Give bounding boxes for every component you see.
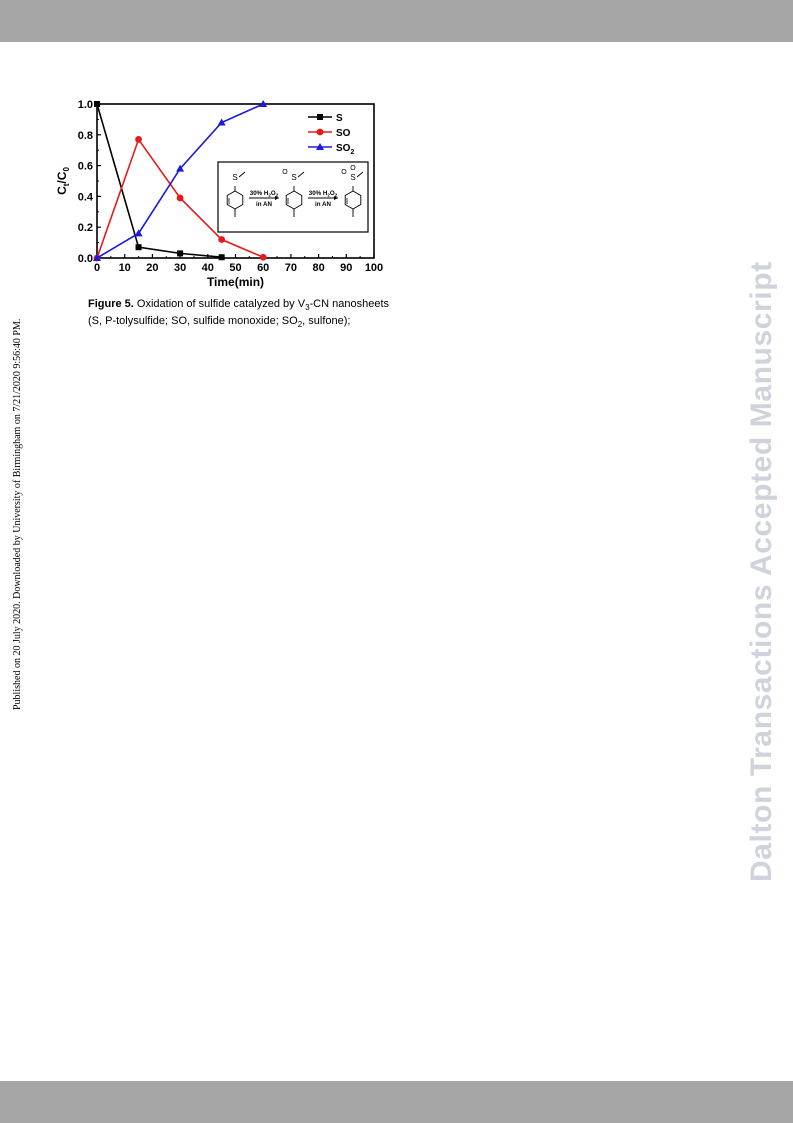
footer-bar bbox=[0, 1081, 793, 1123]
x-tick-label: 90 bbox=[340, 262, 353, 274]
legend-so2-label-sub: 2 bbox=[350, 149, 355, 156]
inset-atom-s: S bbox=[350, 173, 356, 182]
caption-text-b: -CN nanosheets (S, P-tolysulfide; SO, sulfide monoxide; SO bbox=[88, 298, 390, 327]
x-tick-label: 0 bbox=[93, 262, 101, 274]
series-s-point bbox=[219, 254, 225, 260]
x-tick-label: 10 bbox=[118, 262, 131, 274]
caption-text-c: , sulfone); bbox=[302, 315, 351, 327]
x-tick-label: 20 bbox=[146, 262, 159, 274]
inset-atom-o: O bbox=[341, 169, 347, 176]
inset-reagent-o: O bbox=[270, 190, 276, 197]
series-so-point bbox=[135, 136, 142, 143]
y-tick-label: 0.8 bbox=[77, 129, 93, 142]
inset-solvent-2: in AN bbox=[315, 201, 331, 208]
y-axis-label bbox=[55, 167, 71, 195]
inset-reagent-2 bbox=[309, 190, 338, 198]
x-tick-label: 30 bbox=[173, 262, 187, 274]
x-tick-label: 40 bbox=[201, 262, 214, 274]
header-bar bbox=[0, 0, 793, 42]
inset-atom-o: O bbox=[282, 169, 288, 176]
legend-so-label: SO bbox=[336, 128, 351, 139]
y-tick-label: 1.0 bbox=[77, 99, 93, 111]
oxidation-chart bbox=[52, 92, 392, 302]
series-so-point bbox=[218, 236, 225, 243]
y-tick-label: 0.2 bbox=[77, 222, 93, 235]
publication-note: Published on 20 July 2020. Downloaded by University of Birmingham on 7/21/2020 9:56:40 PM. bbox=[12, 318, 23, 710]
y-tick-label: 0.0 bbox=[77, 253, 93, 265]
legend-so-marker bbox=[317, 129, 324, 136]
inset-reagent-h-sub: 2 bbox=[327, 192, 330, 198]
x-tick-label: 50 bbox=[229, 262, 242, 274]
inset-atom-s: S bbox=[291, 173, 297, 182]
caption-sub-a: 3 bbox=[305, 303, 310, 313]
legend-s-marker bbox=[317, 114, 323, 120]
series-s-point bbox=[94, 101, 100, 107]
y-axis-label-c: C bbox=[55, 186, 69, 195]
caption-label: Figure 5. bbox=[88, 298, 134, 310]
journal-watermark: Dalton Transactions Accepted Manuscript bbox=[745, 261, 778, 882]
y-axis-label-c0: C bbox=[55, 171, 69, 181]
figure-caption bbox=[88, 296, 398, 330]
inset-solvent-1: in AN bbox=[256, 201, 272, 208]
inset-reagent-o-sub: 2 bbox=[334, 192, 338, 198]
inset-reagent-h: 30% H bbox=[308, 190, 328, 197]
caption-sub-b: 2 bbox=[297, 320, 303, 330]
series-so-point bbox=[260, 254, 267, 261]
x-tick-label: 60 bbox=[257, 262, 270, 274]
inset-reagent-h: 30% H bbox=[249, 190, 269, 197]
legend-so2-label: $SO_2$ bbox=[336, 143, 355, 156]
x-tick-label: 70 bbox=[284, 262, 298, 274]
x-tick-label: 80 bbox=[312, 262, 325, 274]
legend-s-label: S bbox=[336, 113, 343, 124]
figure-5 bbox=[52, 92, 392, 302]
inset-atom-s: S bbox=[232, 173, 238, 182]
caption-text-a: Oxidation of sulfide catalyzed by V bbox=[133, 298, 306, 310]
y-tick-label: 0.4 bbox=[77, 191, 93, 204]
x-tick-label: 100 bbox=[364, 262, 384, 274]
inset-reagent-o: O bbox=[329, 190, 335, 197]
series-so-point bbox=[177, 195, 184, 202]
y-axis-label-sep: / bbox=[55, 180, 69, 184]
y-axis-label-sub-t: t bbox=[62, 183, 71, 187]
x-axis-label: Time(min) bbox=[206, 275, 265, 289]
series-s-point bbox=[136, 244, 142, 250]
series-s-point bbox=[177, 250, 183, 256]
inset-reagent-h-sub: 2 bbox=[268, 192, 271, 198]
inset-reagent-1 bbox=[250, 190, 279, 198]
inset-atom-o-2: O bbox=[350, 165, 356, 172]
y-tick-label: 0.6 bbox=[77, 160, 93, 173]
series-s-line bbox=[97, 104, 222, 257]
inset-reagent-o-sub: 2 bbox=[275, 192, 279, 198]
y-axis-label-sub-0: 0 bbox=[62, 167, 71, 172]
